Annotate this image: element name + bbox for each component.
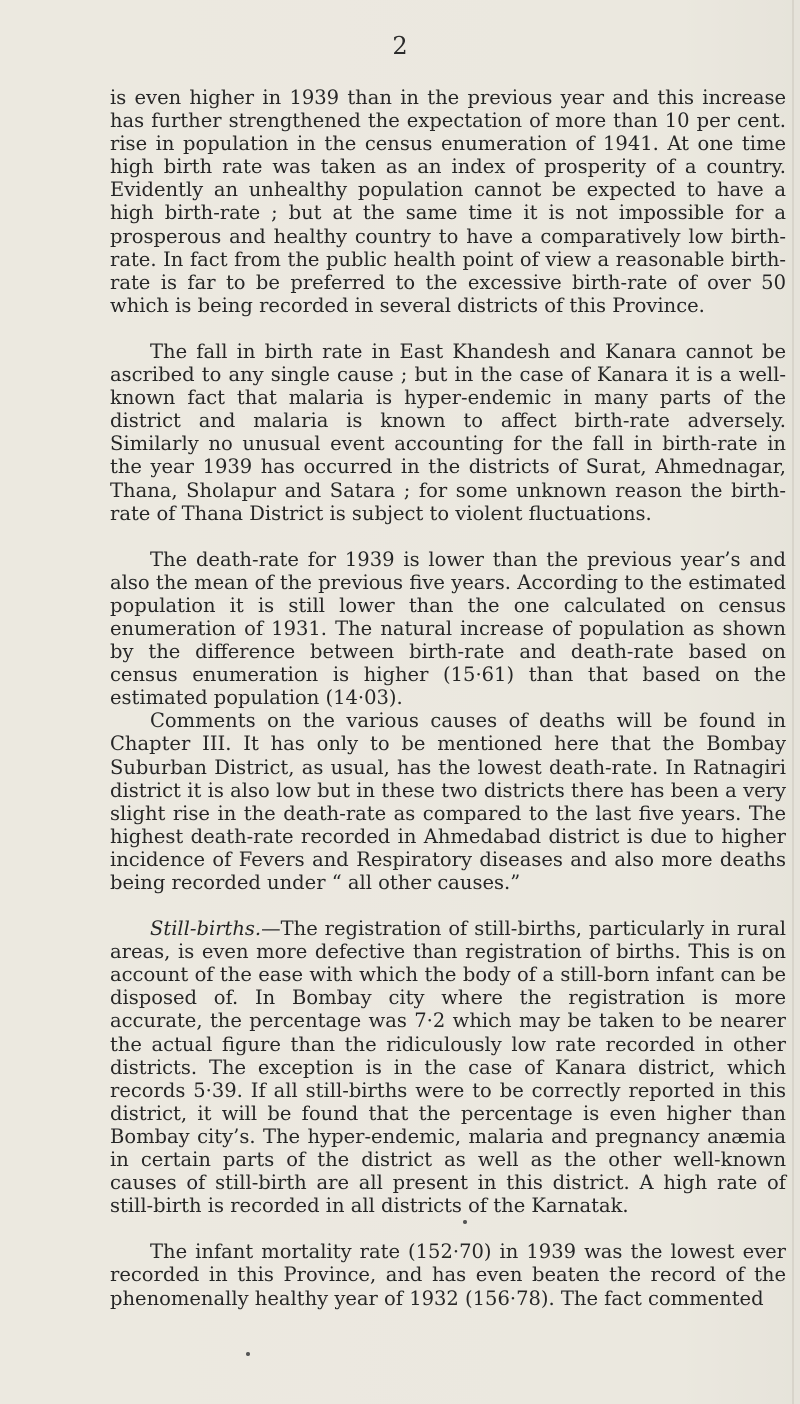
scan-speck — [463, 1220, 467, 1224]
body-text — [110, 86, 786, 1310]
paragraph-still-births — [110, 917, 786, 1217]
still-births-heading: Still-births. — [150, 917, 262, 941]
still-births-text: —The registration of still-births, particularly in rural areas, is even more defective than registration of births. This is on account of the ease with which the body of a still-born infant can be disposed of. In Bombay city where the registration is more accurate, the percentage was 7·2 which may be taken to be nearer the actual figure than the ridiculously low rate recorded in other districts. The exception is in the case of Kanara district, which records 5·39. If all still-births were to be correctly reported in this district, it will be found that the percentage is even higher than Bombay city’s. The hyper-endemic, malaria and pregnancy anæmia in certain parts of the district as well as the other well-known causes of still-birth are all present in this district. A high rate of still-birth is recorded in all districts of the Karnatak. — [110, 917, 786, 1218]
paragraph-death-rate: The death-rate for 1939 is lower than the previous year’s and also the mean of the previous five years. According to the estimated population it is still lower than the one calculated on census enumeration of 1931. The natural increase of population as shown by the difference between birth-rate and death-rate based on census enumeration is higher (15·61) than that based on the estimated population (14·03). — [110, 547, 786, 710]
page-edge-shadow — [792, 0, 794, 1404]
paragraph-birth-rate-fall: The fall in birth rate in East Khandesh and Kanara cannot be ascribed to any single cause ; but in the case of Kanara it is a well-known fact that malaria is hyper-endemic in many parts of the district and malaria is known to affect birth-rate adversely. Similarly no unusual event accounting for the fall in birth-rate in the year 1939 has occurred in the districts of Surat, Ahmednagar, Thana, Sholapur and Satara ; for some unknown reason the birth-rate of Thana District is subject to violent fluctuations. — [110, 339, 786, 525]
paragraph-infant-mortality: The infant mortality rate (152·70) in 1939 was the lowest ever recorded in this Province, and has even beaten the record of the phenomenally healthy year of 1932 (156·78). The fact commented — [110, 1240, 786, 1310]
paragraph-birth-rate-increase: is even higher in 1939 than in the previous year and this increase has further strengthened the expectation of more than 10 per cent. rise in population in the census enumeration of 1941. At one time high birth rate was taken as an index of prosperity of a country. Evidently an unhealthy population cannot be expected to have a high birth-rate ; but at the same time it is not impossible for a prosperous and healthy country to have a comparatively low birth-rate. In fact from the public health point of view a reasonable birth-rate is far to be preferred to the excessive birth-rate of over 50 which is being recorded in several districts of this Province. — [110, 86, 786, 317]
page-number: 2 — [392, 32, 408, 60]
scan-speck — [246, 1352, 250, 1356]
paragraph-causes-of-death: Comments on the various causes of deaths will be found in Chapter III. It has only to be mentioned here that the Bombay Suburban District, as usual, has the lowest death-rate. In Ratnagiri district it is also low but in these two districts there has been a very slight rise in the death-rate as compared to the last five years. The highest death-rate recorded in Ahmedabad district is due to higher incidence of Fevers and Respiratory diseases and also more deaths being recorded under “ all other causes.” — [110, 709, 786, 894]
